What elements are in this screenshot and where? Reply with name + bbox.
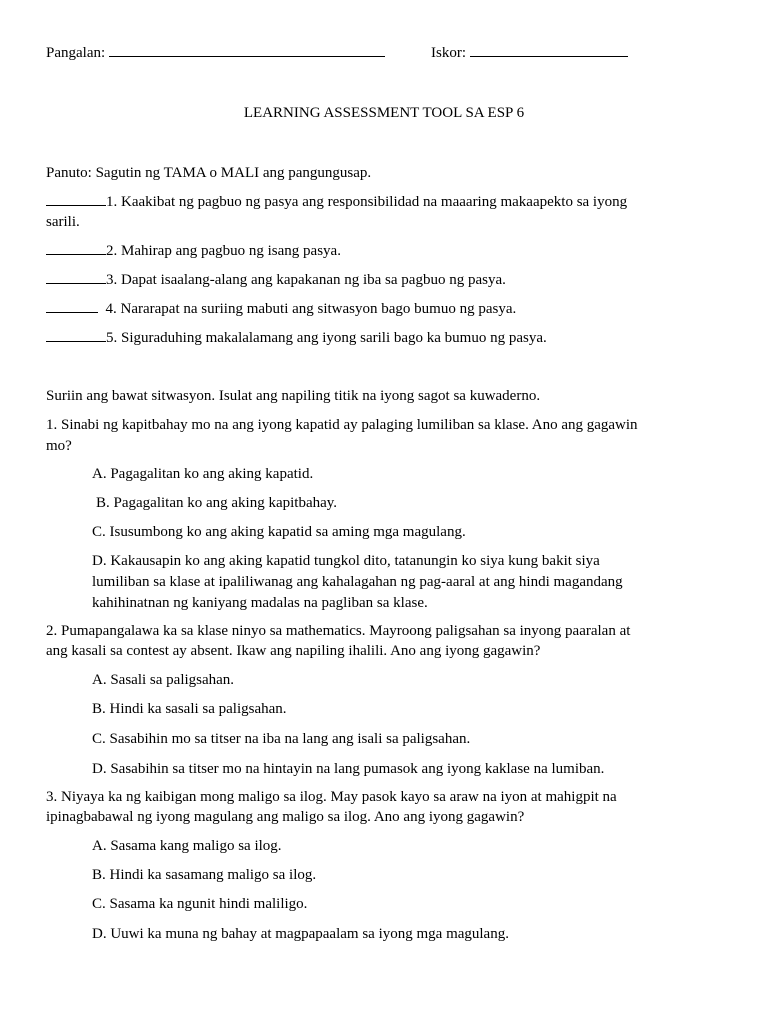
- q3-option-b: B. Hindi ka sasamang maligo sa ilog.: [92, 867, 317, 883]
- q3-option-d: D. Uuwi ka muna ng bahay at magpapaalam sa iyong mga magulang.: [92, 926, 509, 942]
- answer-blank[interactable]: [46, 269, 106, 284]
- q1-option-a: A. Pagagalitan ko ang aking kapatid.: [92, 466, 314, 482]
- part1-instruction: Panuto: Sagutin ng TAMA o MALI ang pangungusap.: [46, 165, 372, 181]
- tf-item-1-continuation: sarili.: [46, 214, 80, 230]
- item-text: Kaakibat ng pagbuo ng pasya ang responsibilidad na maaaring makaapekto sa iyong: [121, 194, 628, 210]
- answer-blank[interactable]: [46, 298, 98, 313]
- item-text: Mahirap ang pagbuo ng isang pasya.: [121, 243, 341, 259]
- q2-option-a: A. Sasali sa paligsahan.: [92, 672, 235, 688]
- question-1-line-2: mo?: [46, 438, 72, 454]
- item-text: Nararapat na suriing mabuti ang sitwasyon bago bumuo ng pasya.: [120, 301, 517, 317]
- item-number: 1.: [106, 194, 118, 210]
- question-2-line-1: 2. Pumapangalawa ka sa klase ninyo sa mathematics. Mayroong paligsahan sa inyong paaralan at: [46, 623, 631, 639]
- q1-option-c: C. Isusumbong ko ang aking kapatid sa aming mga magulang.: [92, 524, 466, 540]
- q2-option-b: B. Hindi ka sasali sa paligsahan.: [92, 701, 287, 717]
- score-line: [431, 42, 628, 63]
- tf-item-2: [46, 240, 341, 261]
- name-blank[interactable]: [109, 42, 385, 57]
- q3-option-c: C. Sasama ka ngunit hindi maliligo.: [92, 896, 308, 912]
- tf-item-3: [46, 269, 506, 290]
- part2-instruction: Suriin ang bawat sitwasyon. Isulat ang napiling titik na iyong sagot sa kuwaderno.: [46, 388, 541, 404]
- item-number: 2.: [106, 243, 118, 259]
- item-number: 3.: [106, 272, 118, 288]
- question-3-line-2: ipinagbabawal ng iyong magulang ang maligo sa ilog. Ano ang iyong gagawin?: [46, 809, 525, 825]
- tf-item-5: [46, 327, 547, 348]
- answer-blank[interactable]: [46, 191, 106, 206]
- q3-option-a: A. Sasama kang maligo sa ilog.: [92, 838, 282, 854]
- q1-option-d-line-3: kahihinatnan ng kaniyang madalas na pagliban sa klase.: [92, 595, 428, 611]
- name-label: Pangalan:: [46, 45, 106, 61]
- answer-blank[interactable]: [46, 240, 106, 255]
- question-3-line-1: 3. Niyaya ka ng kaibigan mong maligo sa ilog. May pasok kayo sa araw na iyon at mahigpit na: [46, 789, 617, 805]
- page-title: LEARNING ASSESSMENT TOOL SA ESP 6: [243, 105, 525, 121]
- q1-option-b: B. Pagagalitan ko ang aking kapitbahay.: [96, 495, 338, 511]
- q1-option-d-line-2: lumiliban sa klase at ipaliliwanag ang kahalagahan ng pag-aaral at ang hindi magandang: [92, 574, 623, 590]
- item-number: 4.: [105, 301, 117, 317]
- tf-item-4: [46, 298, 516, 319]
- name-line: [46, 42, 385, 63]
- q2-option-c: C. Sasabihin mo sa titser na iba na lang ang isali sa paligsahan.: [92, 731, 471, 747]
- question-1-line-1: 1. Sinabi ng kapitbahay mo na ang iyong kapatid ay palaging lumiliban sa klase. Ano ang gagawin: [46, 417, 638, 433]
- item-text: Siguraduhing makalalamang ang iyong sarili bago ka bumuo ng pasya.: [121, 330, 547, 346]
- score-label: Iskor:: [431, 45, 466, 61]
- q1-option-d-line-1: D. Kakausapin ko ang aking kapatid tungkol dito, tatanungin ko siya kung bakit siya: [92, 553, 600, 569]
- tf-item-1: [46, 191, 627, 212]
- q2-option-d: D. Sasabihin sa titser mo na hintayin na lang pumasok ang iyong kaklase na lumiban.: [92, 761, 605, 777]
- question-2-line-2: ang kasali sa contest ay absent. Ikaw ang napiling ihalili. Ano ang iyong gagawin?: [46, 643, 541, 659]
- score-blank[interactable]: [470, 42, 628, 57]
- item-number: 5.: [106, 330, 118, 346]
- answer-blank[interactable]: [46, 327, 106, 342]
- item-text: Dapat isaalang-alang ang kapakanan ng iba sa pagbuo ng pasya.: [121, 272, 506, 288]
